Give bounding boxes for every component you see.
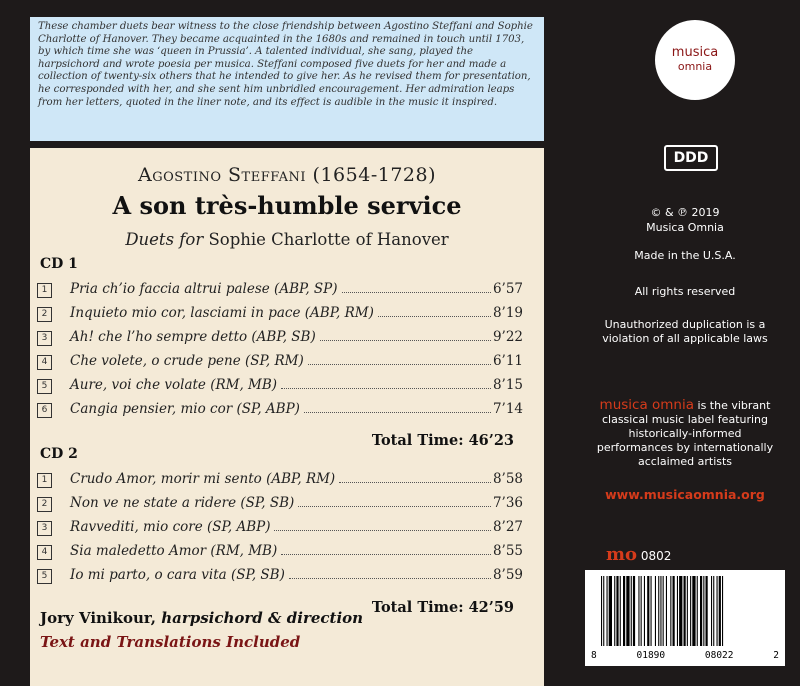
track-leader-dots	[320, 340, 491, 341]
track-leader-dots	[308, 364, 491, 365]
ddd-badge: DDD	[664, 145, 718, 171]
barcode-bar	[655, 576, 656, 646]
label-blurb	[595, 398, 775, 469]
subtitle-italic: Duets for	[125, 230, 204, 249]
barcode-bar	[644, 576, 645, 646]
musica-omnia-logo	[655, 20, 735, 100]
track-line	[70, 353, 523, 369]
barcode-bar	[614, 576, 615, 646]
description-text: These chamber duets bear witness to the close friendship between Agostino Steffani and Sophie Charlotte of Hanover. They became acquainted in the 1680s and remained in touch until 1703, by which time she was ‘queen in Prussia’. A talented individual, she sang, played the harpsichord and wrote poesia per musica. Steffani composed five duets for her and made a collection of twenty-six others that he intended to give her. As he revised them for presentation, he corresponded with her, and she sent him unbridled encouragement. Her admiration leaps from her letters, quoted in the liner note, and its effect is audible in the music it inspired.	[38, 21, 533, 108]
track-line	[70, 567, 523, 583]
barcode-digit-3: 08022	[704, 650, 734, 661]
brand-name: musica omnia	[599, 397, 695, 413]
track-line	[70, 305, 523, 321]
copyright-label: Musica Omnia	[646, 221, 724, 234]
track-title: Ah! che l’ho sempre detto (ABP, SB)	[70, 329, 316, 345]
track-line	[70, 543, 523, 559]
track-duration: 8’58	[492, 471, 523, 487]
description-box	[30, 17, 544, 141]
track-number: 5	[37, 379, 52, 394]
barcode-bar	[719, 576, 721, 646]
barcode-bar	[607, 576, 608, 646]
barcode-bar	[633, 576, 635, 646]
barcode-bar	[658, 576, 659, 646]
barcode-bar	[711, 576, 712, 646]
track-leader-dots	[281, 554, 491, 555]
track-duration: 8’55	[492, 543, 523, 559]
catalog-digits: 0802	[640, 549, 672, 563]
made-in: Made in the U.S.A.	[634, 249, 736, 262]
track-duration: 7’14	[492, 401, 523, 417]
barcode-digit-4: 2	[773, 650, 779, 661]
barcode-bar	[641, 576, 642, 646]
track-leader-dots	[281, 388, 491, 389]
cd1-track-6	[35, 401, 523, 423]
main-panel	[30, 148, 544, 686]
barcode-bar	[706, 576, 708, 646]
track-number: 3	[37, 331, 52, 346]
track-title: Sia maledetto Amor (RM, MB)	[70, 543, 278, 559]
track-line	[70, 281, 523, 297]
album-subtitle	[30, 230, 544, 249]
barcode-bar	[722, 576, 723, 646]
composer: Agostino Steffani (1654-1728)	[137, 164, 437, 186]
track-duration: 8’15	[492, 377, 523, 393]
subtitle-rest: Sophie Charlotte of Hanover	[203, 230, 449, 249]
barcode-bar	[703, 576, 704, 646]
track-duration: 8’59	[492, 567, 523, 583]
track-leader-dots	[289, 578, 491, 579]
barcode-bar	[717, 576, 718, 646]
track-leader-dots	[298, 506, 491, 507]
track-duration: 9’22	[492, 329, 523, 345]
warning: Unauthorized duplication is a violation of all applicable laws	[602, 318, 768, 345]
track-duration: 7’36	[492, 495, 523, 511]
album-title: A son très-humble service	[112, 191, 462, 220]
track-line	[70, 377, 523, 393]
website-link[interactable]: www.musicaomnia.org	[605, 487, 765, 502]
barcode-bar	[670, 576, 671, 646]
track-number: 4	[37, 545, 52, 560]
barcode-bar	[638, 576, 639, 646]
barcode-bar	[663, 576, 664, 646]
cd2-total: Total Time: 42’59	[371, 599, 514, 616]
track-number: 5	[37, 569, 52, 584]
track-duration: 8’19	[492, 305, 523, 321]
barcode-digit-1: 8	[591, 650, 597, 661]
logo-line1: musica	[671, 45, 719, 60]
cd1-heading: CD 1	[40, 256, 78, 272]
barcode-bar	[697, 576, 698, 646]
barcode-digit-2: 01890	[636, 650, 666, 661]
track-title: Crudo Amor, morir mi sento (ABP, RM)	[70, 471, 336, 487]
copyright: © & ℗ 2019	[650, 206, 720, 219]
track-title: Aure, voi che volate (RM, MB)	[70, 377, 278, 393]
track-number: 1	[37, 473, 52, 488]
cd2-track-3	[35, 519, 523, 541]
track-number: 4	[37, 355, 52, 370]
barcode-bar	[647, 576, 649, 646]
barcode-bar	[620, 576, 621, 646]
barcode-bars	[601, 576, 769, 646]
barcode-bar	[700, 576, 702, 646]
track-leader-dots	[304, 412, 491, 413]
track-title: Pria ch’io faccia altrui palese (ABP, SP)	[70, 281, 338, 297]
track-number: 6	[37, 403, 52, 418]
cd1-track-3	[35, 329, 523, 351]
track-duration: 8’27	[492, 519, 523, 535]
track-leader-dots	[342, 292, 491, 293]
cd1-total: Total Time: 46’23	[371, 432, 514, 449]
barcode-bar	[660, 576, 661, 646]
track-title: Cangia pensier, mio cor (SP, ABP)	[70, 401, 300, 417]
barcode-bar	[651, 576, 652, 646]
barcode-bar	[687, 576, 688, 646]
track-line	[70, 495, 523, 511]
cd1-track-1	[35, 281, 523, 303]
track-number: 2	[37, 497, 52, 512]
track-title: Io mi parto, o cara vita (SP, SB)	[70, 567, 285, 583]
track-leader-dots	[339, 482, 491, 483]
track-title: Che volete, o crude pene (SP, RM)	[70, 353, 304, 369]
track-duration: 6’57	[492, 281, 523, 297]
track-number: 2	[37, 307, 52, 322]
barcode-bar	[601, 576, 602, 646]
barcode-bar	[626, 576, 629, 646]
track-title: Ravvediti, mio core (SP, ABP)	[70, 519, 271, 535]
performer-name: Jory Vinikour,	[40, 609, 162, 627]
translations-note: Text and Translations Included	[40, 633, 301, 651]
barcode-bar	[609, 576, 612, 646]
track-duration: 6’11	[492, 353, 523, 369]
track-leader-dots	[378, 316, 491, 317]
barcode-bar	[673, 576, 675, 646]
cd1-track-5	[35, 377, 523, 399]
performer	[40, 609, 363, 627]
cd2-track-2	[35, 495, 523, 517]
brand-text: is the vibrant classical music label featuring historically-informed performances by internationally acclaimed artists	[596, 399, 774, 468]
barcode-bar	[684, 576, 686, 646]
cd2-track-5	[35, 567, 523, 589]
cd2-track-4	[35, 543, 523, 565]
logo-line2: omnia	[677, 60, 713, 73]
barcode-bar	[679, 576, 682, 646]
catalog-number	[606, 544, 671, 565]
track-title: Inquieto mio cor, lasciami in pace (ABP, RM)	[70, 305, 374, 321]
track-number: 1	[37, 283, 52, 298]
cd2-heading: CD 2	[40, 446, 78, 462]
track-line	[70, 401, 523, 417]
track-number: 3	[37, 521, 52, 536]
barcode	[585, 570, 785, 666]
barcode-bar	[603, 576, 604, 646]
barcode-bar	[677, 576, 678, 646]
barcode-bar	[690, 576, 691, 646]
rights: All rights reserved	[634, 285, 736, 298]
track-line	[70, 519, 523, 535]
cd1-track-4	[35, 353, 523, 375]
track-title: Non ve ne state a ridere (SP, SB)	[70, 495, 295, 511]
barcode-bar	[631, 576, 632, 646]
barcode-bar	[616, 576, 618, 646]
barcode-bar	[623, 576, 625, 646]
barcode-bar	[692, 576, 695, 646]
barcode-bar	[713, 576, 714, 646]
barcode-bar	[666, 576, 667, 646]
performer-role: harpsichord & direction	[161, 609, 364, 627]
track-line	[70, 329, 523, 345]
track-line	[70, 471, 523, 487]
cd2-track-1	[35, 471, 523, 493]
barcode-digits	[591, 650, 779, 661]
catalog-prefix: mo	[606, 544, 638, 565]
cd1-track-2	[35, 305, 523, 327]
track-leader-dots	[274, 530, 490, 531]
